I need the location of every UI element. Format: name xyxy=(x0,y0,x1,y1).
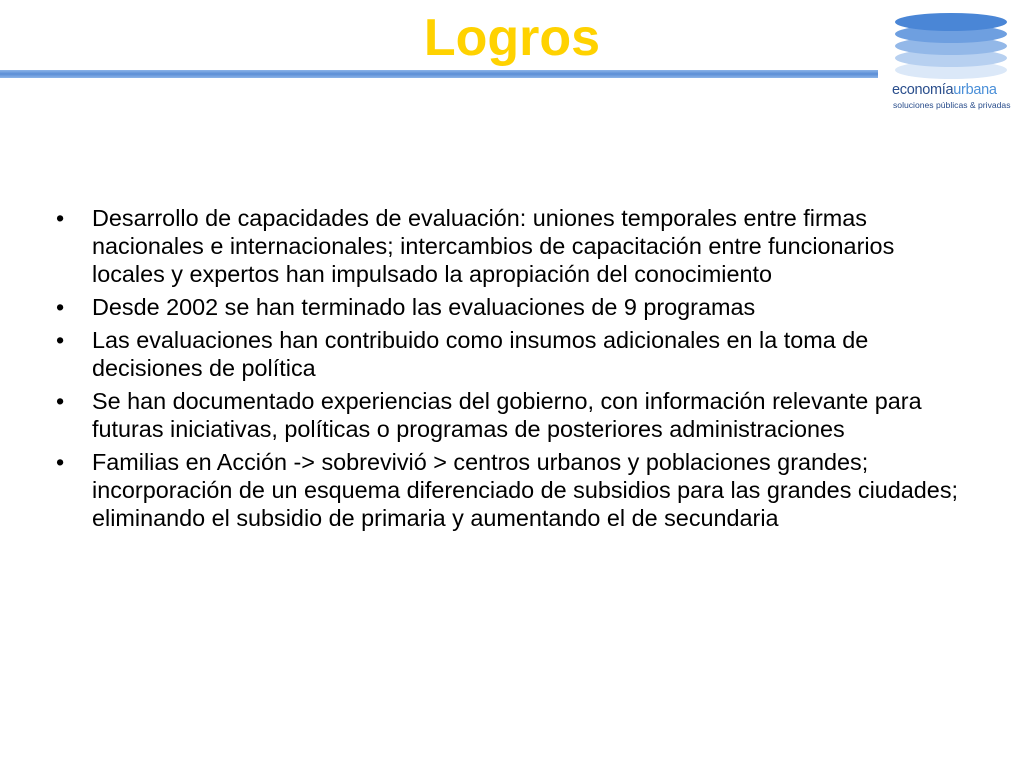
slide-title: Logros xyxy=(423,9,601,67)
logo-wordmark xyxy=(892,82,997,98)
bullet-list xyxy=(50,204,960,537)
logo-tagline: soluciones públicas & privadas xyxy=(893,100,1011,110)
title-divider xyxy=(0,70,878,78)
company-logo xyxy=(890,12,1014,112)
bullet-item: • Las evaluaciones han contribuido como insumos adicionales en la toma de decisiones de política xyxy=(50,326,960,382)
bullet-item: • Desarrollo de capacidades de evaluación: uniones temporales entre firmas nacionales e internacionales; intercambios de capacitación entre funcionarios locales y expertos han impulsado la apropiación del conocimiento xyxy=(50,204,960,288)
logo-name-part1: economía xyxy=(892,82,954,98)
bullet-item: • Se han documentado experiencias del gobierno, con información relevante para futuras iniciativas, políticas o programas de posteriores administraciones xyxy=(50,387,960,443)
logo-stacked-disks-icon xyxy=(892,12,1010,82)
bullet-item: • Familias en Acción -> sobrevivió > centros urbanos y poblaciones grandes; incorporación de un esquema diferenciado de subsidios para las grandes ciudades; eliminando el subsidio de primaria y aumentando el de secundaria xyxy=(50,448,960,532)
logo-name-part2: urbana xyxy=(953,82,997,98)
bullet-item: • Desde 2002 se han terminado las evaluaciones de 9 programas xyxy=(50,293,960,321)
